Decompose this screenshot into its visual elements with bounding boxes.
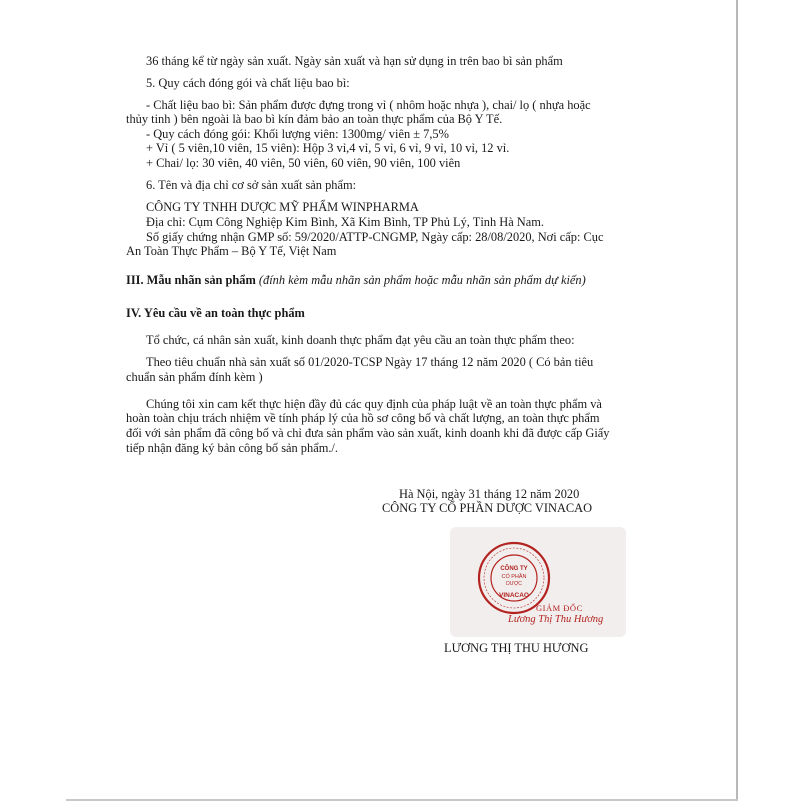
text-line: Tổ chức, cá nhân sản xuất, kinh doanh thực phẩm đạt yêu cầu an toàn thực phẩm theo: [146,333,575,347]
text-line: + Chai/ lọ: 30 viên, 40 viên, 50 viên, 60 viên, 90 viên, 100 viên [146,156,461,170]
section-3-note: (đính kèm mẫu nhãn sản phẩm hoặc mẫu nhãn sản phẩm dự kiến) [258,273,586,287]
seal-line: CÔNG TY [500,566,528,572]
text-line: + Vỉ ( 5 viên,10 viên, 15 viên): Hộp 3 vỉ,4 vỉ, 5 vỉ, 6 vỉ, 9 vỉ, 10 vỉ, 12 vỉ. [146,141,510,155]
seal-line: VINACAO [499,592,529,599]
text-line: - Chất liệu bao bì: Sản phẩm được đựng trong vỉ ( nhôm hoặc nhựa ), chai/ lọ ( nhựa hoặc [146,98,591,112]
place-date: Hà Nội, ngày 31 tháng 12 năm 2020 [399,487,580,501]
standard-reference-cont: chuẩn sản phẩm đính kèm ) [126,370,263,384]
seal-line: CỔ PHẦN [501,574,527,580]
section-4-heading: IV. Yêu cầu về an toàn thực phẩm [126,306,305,320]
gmp-certificate: Số giấy chứng nhận GMP số: 59/2020/ATTP-CNGMP, Ngày cấp: 28/08/2020, Nơi cấp: Cục [146,230,604,244]
text-line: - Quy cách đóng gói: Khối lượng viên: 1300mg/ viên ± 7,5% [146,127,449,141]
company-name: CÔNG TY CỔ PHẦN DƯỢC VINACAO [382,501,593,515]
manufacturer-name: CÔNG TY TNHH DƯỢC MỸ PHẨM WINPHARMA [146,200,419,214]
text-line: thủy tinh ) bên ngoài là bao bì kín đảm bảo an toàn thực phẩm của Bộ Y Tế. [126,112,503,126]
commitment-text: hoàn toàn chịu trách nhiệm về tính pháp lý của hồ sơ công bố và chất lượng, an toàn thực phẩm [126,411,600,425]
signer-title: GIÁM ĐỐC [536,603,583,613]
section-3-heading [126,273,586,288]
seal-line: DƯỢC [506,581,522,587]
section-3-title: III. Mẫu nhãn sản phẩm [126,273,256,287]
gmp-certificate-cont: An Toàn Thực Phẩm – Bộ Y Tế, Việt Nam [126,244,337,258]
standard-reference: Theo tiêu chuẩn nhà sản xuất số 01/2020-TCSP Ngày 17 tháng 12 năm 2020 ( Có bản tiêu [146,355,594,369]
commitment-text: tiếp nhận đăng ký bản công bố sản phẩm./. [126,441,338,455]
commitment-text: đối với sản phẩm đã công bố và chỉ đưa sản phẩm vào sản xuất, kinh doanh khi đã được cấp Giấy [126,426,610,440]
signer-name: LƯƠNG THỊ THU HƯƠNG [444,641,589,655]
manufacturer-address: Địa chỉ: Cụm Công Nghiệp Kim Bình, Xã Kim Bình, TP Phủ Lý, Tỉnh Hà Nam. [146,215,544,229]
handwritten-signature: Lương Thị Thu Hương [508,614,604,625]
section-5-heading: 5. Quy cách đóng gói và chất liệu bao bì: [146,76,350,90]
text-line: 36 tháng kể từ ngày sản xuất. Ngày sản xuất và hạn sử dụng in trên bao bì sản phẩm [146,54,563,68]
commitment-text: Chúng tôi xin cam kết thực hiện đầy đủ các quy định của pháp luật về an toàn thực phẩm và [146,397,602,411]
section-6-heading: 6. Tên và địa chỉ cơ sở sản xuất sản phẩm: [146,178,357,192]
